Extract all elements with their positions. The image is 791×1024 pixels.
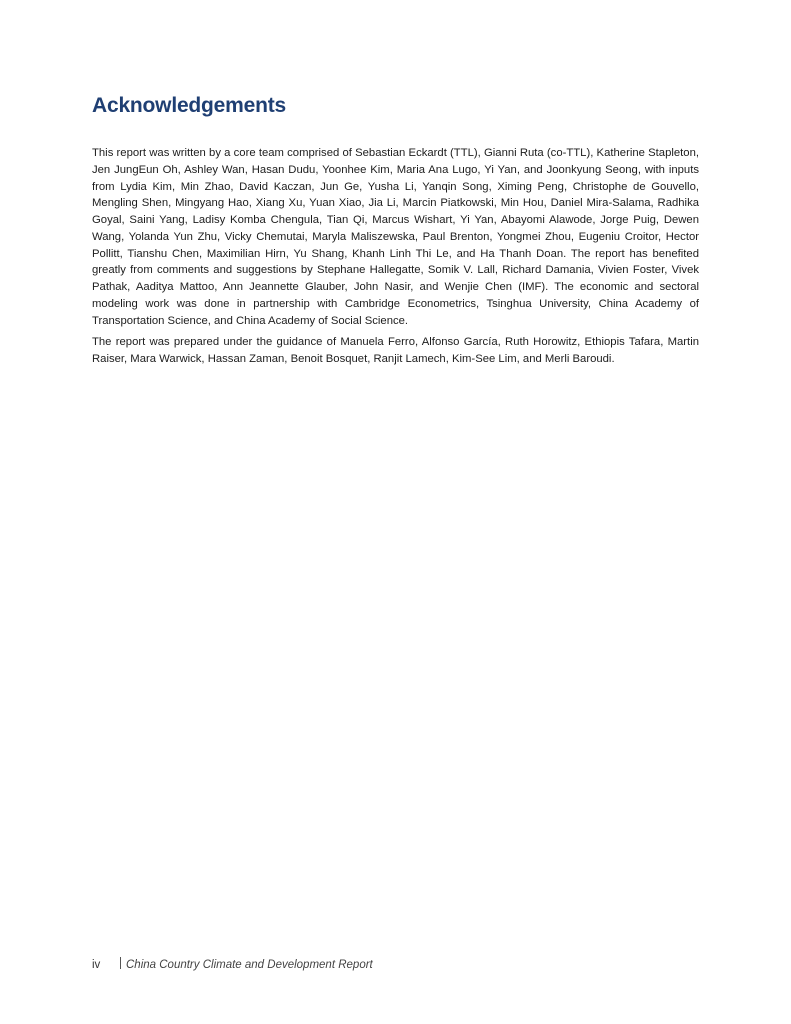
acknowledgements-body	[92, 145, 699, 373]
footer-report-title: China Country Climate and Development Report	[126, 959, 373, 971]
paragraph-core-team: This report was written by a core team comprised of Sebastian Eckardt (TTL), Gianni Ruta (co-TTL), Katherine Stapleton, Jen JungEun Oh, Ashley Wan, Hasan Dudu, Yoonhee Kim, Maria Ana Lugo, Yi Yan, and Joonkyung Seong, with inputs from Lydia Kim, Min Zhao, David Kaczan, Jun Ge, Yusha Li, Yanqin Song, Ximing Peng, Christophe de Gouvello, Mengling Shen, Mingyang Hao, Xiang Xu, Yuan Xiao, Jia Li, Marcin Piatkowski, Min Hou, Daniel Mira-Salama, Radhika Goyal, Saini Yang, Ladisy Komba Chengula, Tian Qi, Marcus Wishart, Yi Yan, Abayomi Alawode, Jorge Puig, Dewen Wang, Yolanda Yun Zhu, Vicky Chemutai, Maryla Maliszewska, Paul Brenton, Yongmei Zhou, Eugeniu Croitor, Hector Pollitt, Tianshu Chen, Maximilian Hirn, Yu Shang, Khanh Linh Thi Le, and Ha Thanh Doan. The report has benefited greatly from comments and suggestions by Stephane Hallegatte, Somik V. Lall, Richard Damania, Vivien Foster, Vivek Pathak, Aaditya Mattoo, Ann Jeannette Glauber, John Nasir, and Wenjie Chen (IMF). The economic and sectoral modeling work was done in partnership with Cambridge Econometrics, Tsinghua University, China Academy of Transportation Science, and China Academy of Social Science.	[92, 147, 699, 327]
footer-divider	[120, 957, 121, 969]
paragraph-guidance: The report was prepared under the guidance of Manuela Ferro, Alfonso García, Ruth Horowitz, Ethiopis Tafara, Martin Raiser, Mara Warwick, Hassan Zaman, Benoit Bosquet, Ranjit Lamech, Kim-See Lim, and Merli Baroudi.	[92, 336, 699, 365]
page-title: Acknowledgements	[92, 94, 287, 117]
page-number: iv	[92, 959, 101, 971]
page-footer	[92, 957, 373, 971]
